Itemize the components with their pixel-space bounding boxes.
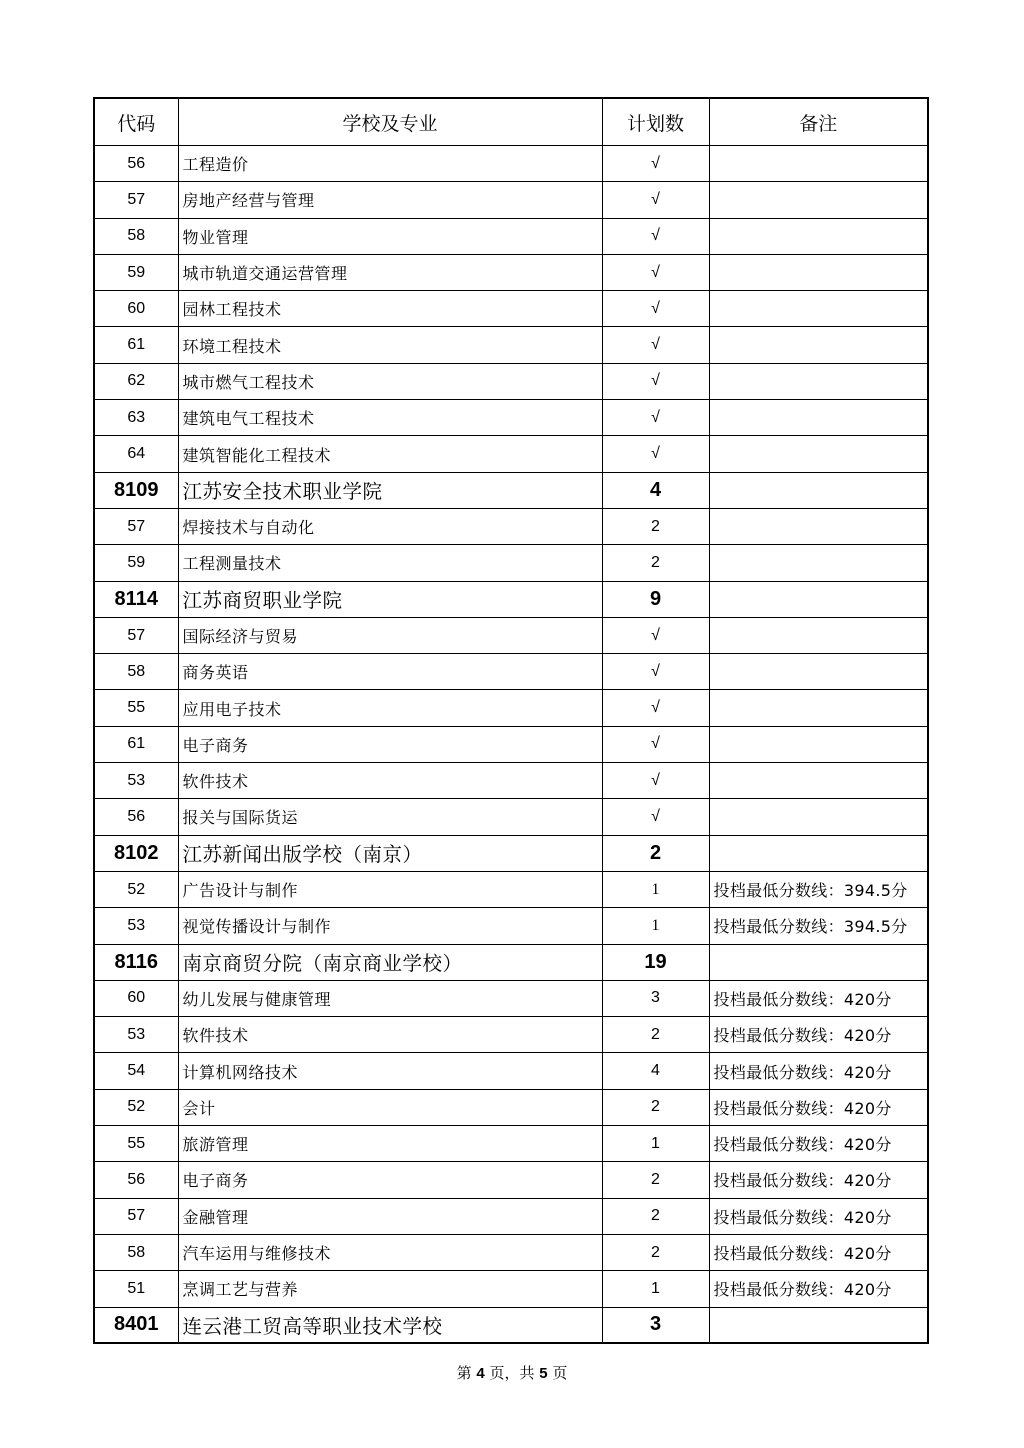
major-row [94, 654, 928, 690]
note-cell [709, 944, 928, 980]
code-cell: 53 [94, 908, 178, 944]
plan-count-cell: √ [602, 690, 709, 726]
major-row [94, 291, 928, 327]
code-cell: 58 [94, 1234, 178, 1270]
code-cell: 8116 [94, 944, 178, 980]
major-row [94, 871, 928, 907]
plan-count-cell: √ [602, 400, 709, 436]
code-cell: 56 [94, 146, 178, 182]
plan-count-cell: 19 [602, 944, 709, 980]
plan-count-cell: 3 [602, 1307, 709, 1343]
header-school-major: 学校及专业 [178, 98, 602, 146]
code-cell: 62 [94, 363, 178, 399]
major-row [94, 726, 928, 762]
major-name-cell: 电子商务 [178, 726, 602, 762]
plan-count-cell: √ [602, 763, 709, 799]
plan-count-cell: √ [602, 254, 709, 290]
major-row [94, 254, 928, 290]
table-header-row [94, 98, 928, 146]
plan-count-cell: √ [602, 726, 709, 762]
plan-count-cell: 2 [602, 1162, 709, 1198]
major-name-cell: 工程测量技术 [178, 545, 602, 581]
note-cell: 投档最低分数线：420分 [709, 1234, 928, 1270]
major-name-cell: 园林工程技术 [178, 291, 602, 327]
major-name-cell: 金融管理 [178, 1198, 602, 1234]
code-cell: 60 [94, 291, 178, 327]
code-cell: 54 [94, 1053, 178, 1089]
code-cell: 57 [94, 508, 178, 544]
code-cell: 55 [94, 1126, 178, 1162]
code-cell: 53 [94, 763, 178, 799]
note-cell [709, 327, 928, 363]
plan-count-cell: 1 [602, 1126, 709, 1162]
footer-prefix: 第 [456, 1364, 472, 1382]
major-name-cell: 会计 [178, 1089, 602, 1125]
note-cell [709, 581, 928, 617]
school-name-cell: 江苏新闻出版学校（南京） [178, 835, 602, 871]
school-row [94, 581, 928, 617]
note-cell [709, 545, 928, 581]
major-row [94, 1053, 928, 1089]
header-code: 代码 [94, 98, 178, 146]
plan-count-cell: 2 [602, 1017, 709, 1053]
plan-count-cell: √ [602, 799, 709, 835]
plan-count-cell: 9 [602, 581, 709, 617]
code-cell: 52 [94, 871, 178, 907]
major-row [94, 617, 928, 653]
header-note: 备注 [709, 98, 928, 146]
major-name-cell: 环境工程技术 [178, 327, 602, 363]
major-row [94, 908, 928, 944]
plan-count-cell: √ [602, 363, 709, 399]
major-row [94, 182, 928, 218]
major-name-cell: 报关与国际货运 [178, 799, 602, 835]
major-name-cell: 城市燃气工程技术 [178, 363, 602, 399]
major-name-cell: 工程造价 [178, 146, 602, 182]
major-name-cell: 电子商务 [178, 1162, 602, 1198]
note-cell: 投档最低分数线：394.5分 [709, 908, 928, 944]
major-row [94, 400, 928, 436]
note-cell: 投档最低分数线：420分 [709, 1126, 928, 1162]
note-cell [709, 400, 928, 436]
major-name-cell: 幼儿发展与健康管理 [178, 980, 602, 1016]
plan-count-cell: 3 [602, 980, 709, 1016]
note-cell [709, 726, 928, 762]
note-cell: 投档最低分数线：420分 [709, 1198, 928, 1234]
plan-count-cell: 2 [602, 508, 709, 544]
note-cell [709, 799, 928, 835]
major-name-cell: 汽车运用与维修技术 [178, 1234, 602, 1270]
note-cell [709, 146, 928, 182]
code-cell: 56 [94, 799, 178, 835]
major-row [94, 218, 928, 254]
plan-count-cell: 1 [602, 871, 709, 907]
school-row [94, 1307, 928, 1343]
school-row [94, 835, 928, 871]
code-cell: 8102 [94, 835, 178, 871]
footer-current-page: 4 [476, 1365, 485, 1382]
major-row [94, 327, 928, 363]
school-row [94, 472, 928, 508]
major-name-cell: 物业管理 [178, 218, 602, 254]
school-name-cell: 南京商贸分院（南京商业学校） [178, 944, 602, 980]
note-cell [709, 508, 928, 544]
note-cell [709, 617, 928, 653]
code-cell: 61 [94, 726, 178, 762]
school-name-cell: 连云港工贸高等职业技术学校 [178, 1307, 602, 1343]
code-cell: 8114 [94, 581, 178, 617]
major-name-cell: 应用电子技术 [178, 690, 602, 726]
major-name-cell: 视觉传播设计与制作 [178, 908, 602, 944]
major-row [94, 1017, 928, 1053]
code-cell: 59 [94, 545, 178, 581]
plan-count-cell: √ [602, 146, 709, 182]
note-cell: 投档最低分数线：420分 [709, 1053, 928, 1089]
plan-count-cell: 2 [602, 1198, 709, 1234]
plan-count-cell: √ [602, 182, 709, 218]
major-name-cell: 烹调工艺与营养 [178, 1271, 602, 1307]
note-cell [709, 763, 928, 799]
major-name-cell: 焊接技术与自动化 [178, 508, 602, 544]
code-cell: 57 [94, 617, 178, 653]
code-cell: 63 [94, 400, 178, 436]
major-name-cell: 计算机网络技术 [178, 1053, 602, 1089]
major-row [94, 690, 928, 726]
major-row [94, 763, 928, 799]
code-cell: 60 [94, 980, 178, 1016]
note-cell [709, 654, 928, 690]
header-plan-count: 计划数 [602, 98, 709, 146]
major-row [94, 799, 928, 835]
note-cell: 投档最低分数线：420分 [709, 1089, 928, 1125]
major-row [94, 508, 928, 544]
code-cell: 8401 [94, 1307, 178, 1343]
plan-count-cell: 1 [602, 908, 709, 944]
note-cell [709, 1307, 928, 1343]
plan-count-cell: 4 [602, 472, 709, 508]
note-cell [709, 436, 928, 472]
major-name-cell: 软件技术 [178, 763, 602, 799]
major-row [94, 1198, 928, 1234]
footer-suffix: 页 [552, 1364, 568, 1382]
plan-count-cell: 2 [602, 1089, 709, 1125]
page-footer [0, 1362, 1024, 1383]
major-row [94, 1126, 928, 1162]
major-name-cell: 建筑智能化工程技术 [178, 436, 602, 472]
plan-count-cell: 4 [602, 1053, 709, 1089]
note-cell [709, 254, 928, 290]
note-cell: 投档最低分数线：420分 [709, 1162, 928, 1198]
note-cell [709, 291, 928, 327]
plan-count-cell: √ [602, 436, 709, 472]
plan-count-cell: √ [602, 291, 709, 327]
footer-total-pages: 5 [539, 1365, 548, 1382]
enrollment-plan-table [93, 97, 929, 1344]
major-row [94, 1271, 928, 1307]
code-cell: 53 [94, 1017, 178, 1053]
note-cell [709, 835, 928, 871]
code-cell: 8109 [94, 472, 178, 508]
plan-count-cell: 2 [602, 835, 709, 871]
note-cell: 投档最低分数线：420分 [709, 1271, 928, 1307]
plan-count-cell: √ [602, 654, 709, 690]
code-cell: 57 [94, 182, 178, 218]
code-cell: 58 [94, 218, 178, 254]
major-name-cell: 国际经济与贸易 [178, 617, 602, 653]
note-cell [709, 218, 928, 254]
code-cell: 55 [94, 690, 178, 726]
code-cell: 57 [94, 1198, 178, 1234]
code-cell: 51 [94, 1271, 178, 1307]
code-cell: 59 [94, 254, 178, 290]
note-cell [709, 363, 928, 399]
code-cell: 52 [94, 1089, 178, 1125]
major-row [94, 146, 928, 182]
major-row [94, 545, 928, 581]
plan-count-cell: √ [602, 327, 709, 363]
major-name-cell: 城市轨道交通运营管理 [178, 254, 602, 290]
note-cell: 投档最低分数线：420分 [709, 1017, 928, 1053]
major-name-cell: 广告设计与制作 [178, 871, 602, 907]
note-cell: 投档最低分数线：420分 [709, 980, 928, 1016]
code-cell: 58 [94, 654, 178, 690]
major-row [94, 1234, 928, 1270]
plan-count-cell: √ [602, 617, 709, 653]
note-cell [709, 182, 928, 218]
major-row [94, 980, 928, 1016]
code-cell: 61 [94, 327, 178, 363]
major-name-cell: 软件技术 [178, 1017, 602, 1053]
plan-count-cell: 1 [602, 1271, 709, 1307]
plan-count-cell: √ [602, 218, 709, 254]
major-name-cell: 商务英语 [178, 654, 602, 690]
note-cell: 投档最低分数线：394.5分 [709, 871, 928, 907]
note-cell [709, 472, 928, 508]
major-name-cell: 建筑电气工程技术 [178, 400, 602, 436]
major-row [94, 1162, 928, 1198]
school-name-cell: 江苏安全技术职业学院 [178, 472, 602, 508]
major-name-cell: 旅游管理 [178, 1126, 602, 1162]
note-cell [709, 690, 928, 726]
school-row [94, 944, 928, 980]
major-row [94, 363, 928, 399]
plan-count-cell: 2 [602, 545, 709, 581]
code-cell: 56 [94, 1162, 178, 1198]
major-row [94, 1089, 928, 1125]
footer-middle: 页，共 [489, 1364, 535, 1382]
major-name-cell: 房地产经营与管理 [178, 182, 602, 218]
major-row [94, 436, 928, 472]
plan-count-cell: 2 [602, 1234, 709, 1270]
table-body [94, 146, 928, 1344]
code-cell: 64 [94, 436, 178, 472]
school-name-cell: 江苏商贸职业学院 [178, 581, 602, 617]
